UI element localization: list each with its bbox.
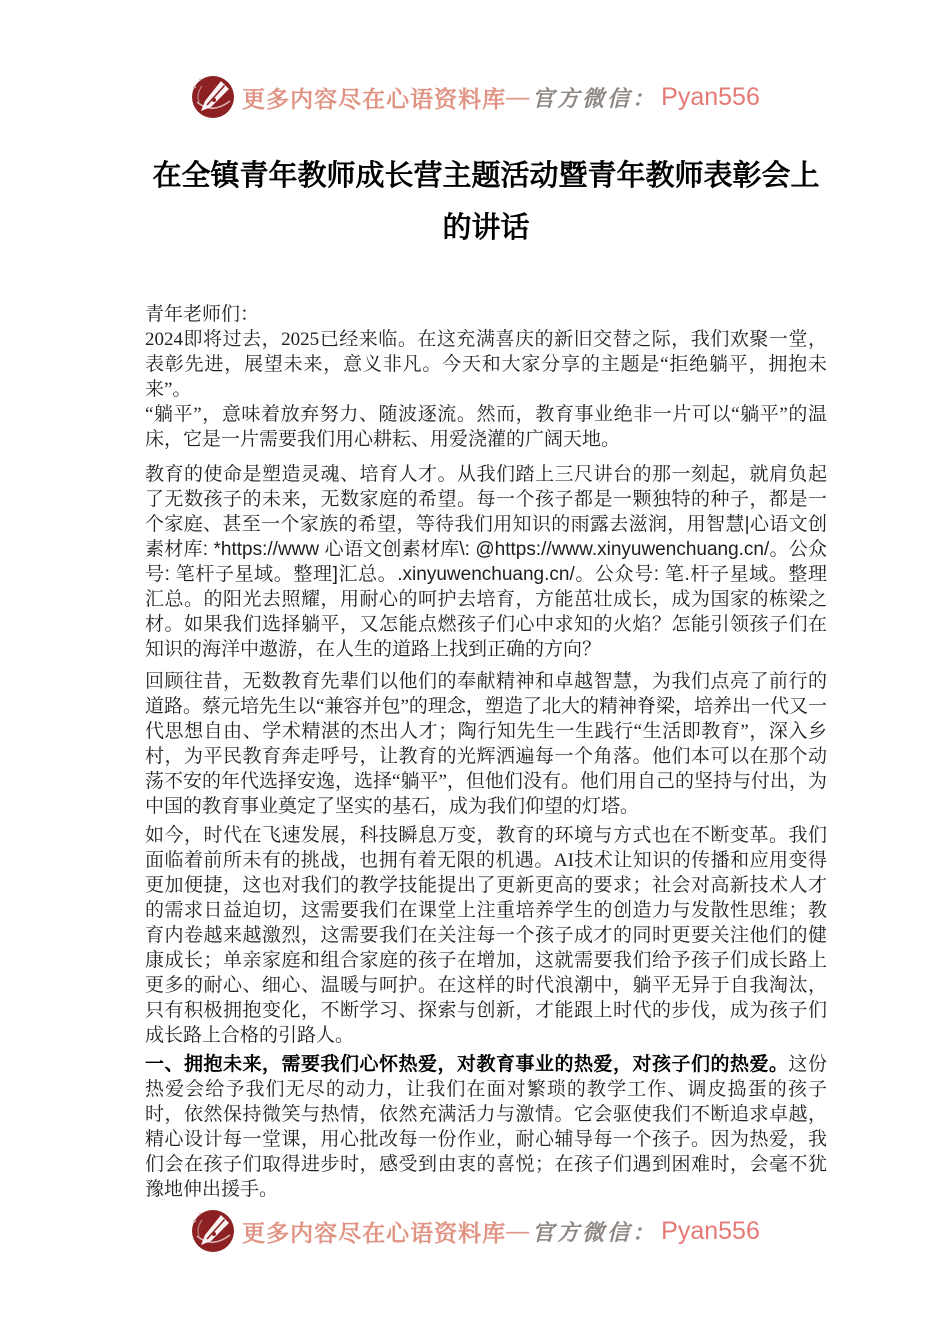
- document-title: 在全镇青年教师成长营主题活动暨青年教师表彰会上的讲话: [152, 160, 820, 244]
- paragraph-modern-times: 如今，时代在飞速发展，科技瞬息万变，教育的环境与方式也在不断变革。我们面临着前所未有的挑战，也拥有着无限的机遇。AI技术让知识的传播和应用变得更加便捷，这也对我们的教学技能提出了更新更高的要求；社会对高新技术人才的需求日益迫切，这需要我们在课堂上注重培养学生的创造力与发散性思维；教育内卷越来越激烈，这需要我们在关注每一个孩子成才的同时更要关注他们的健康成长；单亲家庭和组合家庭的孩子在增加，这就需要我们给予孩子们成长路上更多的耐心、细心、温暖与呵护。在这样的时代浪潮中，躺平无异于自我淘汰，只有积极拥抱变化，不断学习、探索与创新，才能跟上时代的步伐，成为孩子们成长路上合格的引路人。: [145, 825, 827, 1046]
- paragraph-salutation: 青年老师们：: [145, 304, 260, 325]
- pen-nib-circle-logo-icon: [190, 74, 236, 120]
- banner-wechat-id: Pyan556: [661, 82, 760, 111]
- paragraph-education-mission: 教育的使命是塑造灵魂、培育人才。从我们踏上三尺讲台的那一刻起，就肩负起了无数孩子的未来，无数家庭的希望。每一个孩子都是一颗独特的种子，都是一个家庭、甚至一个家族的希望，等待我们用知识的雨露去滋润，用智慧|心语文创素材库: *https://www 心语文创素材库\: @https://www.xinyuwenchuang.cn/。公众号: 笔杆子星域。整理]汇总。.xinyuwenchuang.cn/。公众号: 笔.杆子星域。整理汇总。的阳光去照耀，用耐心的呵护去培育，方能茁壮成长，成为国家的栋梁之材。如果我们选择躺平，又怎能点燃孩子们心中求知的火焰？怎能引领孩子们在知识的海洋中遨游，在人生的道路上找到正确的方向？: [145, 464, 827, 660]
- banner-wechat-label: 官方微信：: [532, 1219, 658, 1246]
- section-one-heading: 一、拥抱未来，需要我们心怀热爱，对教育事业的热爱，对孩子们的热爱。: [145, 1054, 789, 1075]
- paragraph-looking-back: 回顾往昔，无数教育先辈们以他们的奉献精神和卓越智慧，为我们点亮了前行的道路。蔡元培先生以“兼容并包”的理念，塑造了北大的精神脊梁，培养出一代又一代思想自由、学术精湛的杰出人才；陶行知先生一生践行“生活即教育”，深入乡村，为平民教育奔走呼号，让教育的光辉洒遍每一个角落。他们本可以在那个动荡不安的年代选择安逸，选择“躺平”，但他们没有。他们用自己的坚持与付出，为中国的教育事业奠定了坚实的基石，成为我们仰望的灯塔。: [145, 671, 827, 817]
- banner-dash: —: [506, 1218, 531, 1243]
- section-one-body: 这份热爱会给予我们无尽的动力，让我们在面对繁琐的教学工作、调皮捣蛋的孩子时，依然保持微笑与热情，依然充满活力与激情。它会驱使我们不断追求卓越，精心设计每一堂课，用心批改每一份作业，耐心辅导每一个孩子。因为热爱，我们会在孩子们取得进步时，感受到由衷的喜悦；在孩子们遇到困难时，会毫不犹豫地伸出援手。: [145, 1054, 827, 1200]
- banner-wechat-id: Pyan556: [661, 1216, 760, 1245]
- pen-nib-circle-logo-icon: [190, 1208, 236, 1254]
- banner-wechat-label: 官方微信：: [532, 85, 658, 112]
- paragraph-section-one: [145, 1052, 827, 1202]
- paragraph-tangping-definition: “躺平”，意味着放弃努力、随波逐流。然而，教育事业绝非一片可以“躺平”的温床，它是一片需要我们用心耕耘、用爱浇灌的广阔天地。: [145, 404, 827, 450]
- banner-site-text: 更多内容尽在心语资料库: [242, 86, 507, 112]
- document-body: [145, 150, 827, 1202]
- banner-dash: —: [506, 84, 531, 109]
- header-banner: [0, 74, 950, 120]
- paragraph-opening: 2024即将过去，2025已经来临。在这充满喜庆的新旧交替之际，我们欢聚一堂，表彰先进，展望未来，意义非凡。今天和大家分享的主题是“拒绝躺平，拥抱未来”。: [145, 329, 827, 400]
- banner-site-text: 更多内容尽在心语资料库: [242, 1220, 507, 1246]
- footer-banner: [0, 1208, 950, 1254]
